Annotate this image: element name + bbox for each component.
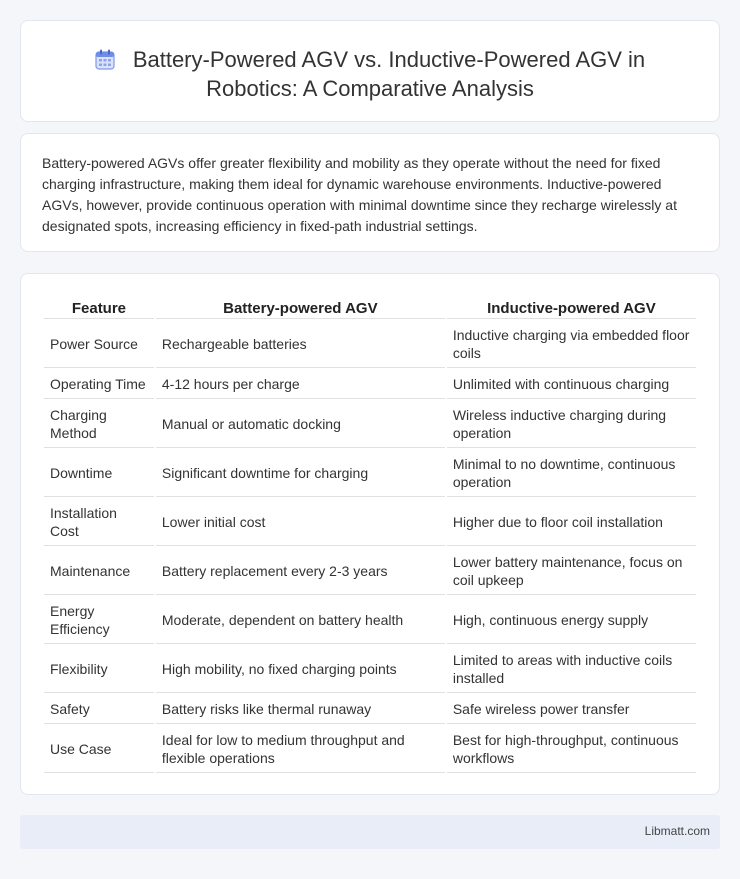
battery-cell: Battery replacement every 2-3 years [156, 548, 445, 595]
page-title-wrap [21, 45, 719, 103]
table-row [44, 401, 696, 448]
feature-cell: Safety [44, 695, 154, 724]
inductive-cell: Wireless inductive charging during operation [447, 401, 696, 448]
inductive-cell: Limited to areas with inductive coils installed [447, 646, 696, 693]
feature-cell: Maintenance [44, 548, 154, 595]
header-battery: Battery-powered AGV [156, 298, 445, 319]
table-row [44, 726, 696, 773]
table-row [44, 695, 696, 724]
header-inductive: Inductive-powered AGV [447, 298, 696, 319]
battery-cell: 4-12 hours per charge [156, 370, 445, 399]
inductive-cell: Higher due to floor coil installation [447, 499, 696, 546]
intro-paragraph: Battery-powered AGVs offer greater flexibility and mobility as they operate without the need for fixed charging infrastructure, making them ideal for dynamic warehouse environments. Inductive-powered AGVs, however, provide continuous operation with minimal downtime since they recharge wirelessly at designated spots, increasing efficiency in fixed-path industrial settings. [42, 155, 677, 234]
table-row [44, 370, 696, 399]
battery-cell: Lower initial cost [156, 499, 445, 546]
inductive-cell: Unlimited with continuous charging [447, 370, 696, 399]
feature-cell: Energy Efficiency [44, 597, 154, 644]
feature-cell: Installation Cost [44, 499, 154, 546]
table-row [44, 548, 696, 595]
inductive-cell: Lower battery maintenance, focus on coil upkeep [447, 548, 696, 595]
title-card [20, 20, 720, 122]
battery-cell: Rechargeable batteries [156, 321, 445, 368]
table-row [44, 597, 696, 644]
inductive-cell: High, continuous energy supply [447, 597, 696, 644]
calendar-icon [95, 49, 115, 70]
battery-cell: Significant downtime for charging [156, 450, 445, 497]
table-header-row [44, 298, 696, 319]
table-row [44, 499, 696, 546]
footer-bar [20, 815, 720, 849]
inductive-cell: Best for high-throughput, continuous workflows [447, 726, 696, 773]
header-feature: Feature [44, 298, 154, 319]
page-title: Battery-Powered AGV vs. Inductive-Powered AGV in Robotics: A Comparative Analysis [132, 47, 646, 101]
comparison-table [42, 296, 698, 775]
feature-cell: Use Case [44, 726, 154, 773]
battery-cell: Ideal for low to medium throughput and flexible operations [156, 726, 445, 773]
table-row [44, 646, 696, 693]
feature-cell: Power Source [44, 321, 154, 368]
feature-cell: Flexibility [44, 646, 154, 693]
battery-cell: Manual or automatic docking [156, 401, 445, 448]
table-row [44, 450, 696, 497]
feature-cell: Operating Time [44, 370, 154, 399]
footer-brand-link[interactable]: Libmatt.com [644, 824, 710, 838]
inductive-cell: Safe wireless power transfer [447, 695, 696, 724]
inductive-cell: Inductive charging via embedded floor coils [447, 321, 696, 368]
feature-cell: Charging Method [44, 401, 154, 448]
feature-cell: Downtime [44, 450, 154, 497]
table-row [44, 321, 696, 368]
intro-card [20, 133, 720, 252]
battery-cell: Moderate, dependent on battery health [156, 597, 445, 644]
inductive-cell: Minimal to no downtime, continuous operation [447, 450, 696, 497]
battery-cell: Battery risks like thermal runaway [156, 695, 445, 724]
battery-cell: High mobility, no fixed charging points [156, 646, 445, 693]
comparison-card [20, 273, 720, 795]
